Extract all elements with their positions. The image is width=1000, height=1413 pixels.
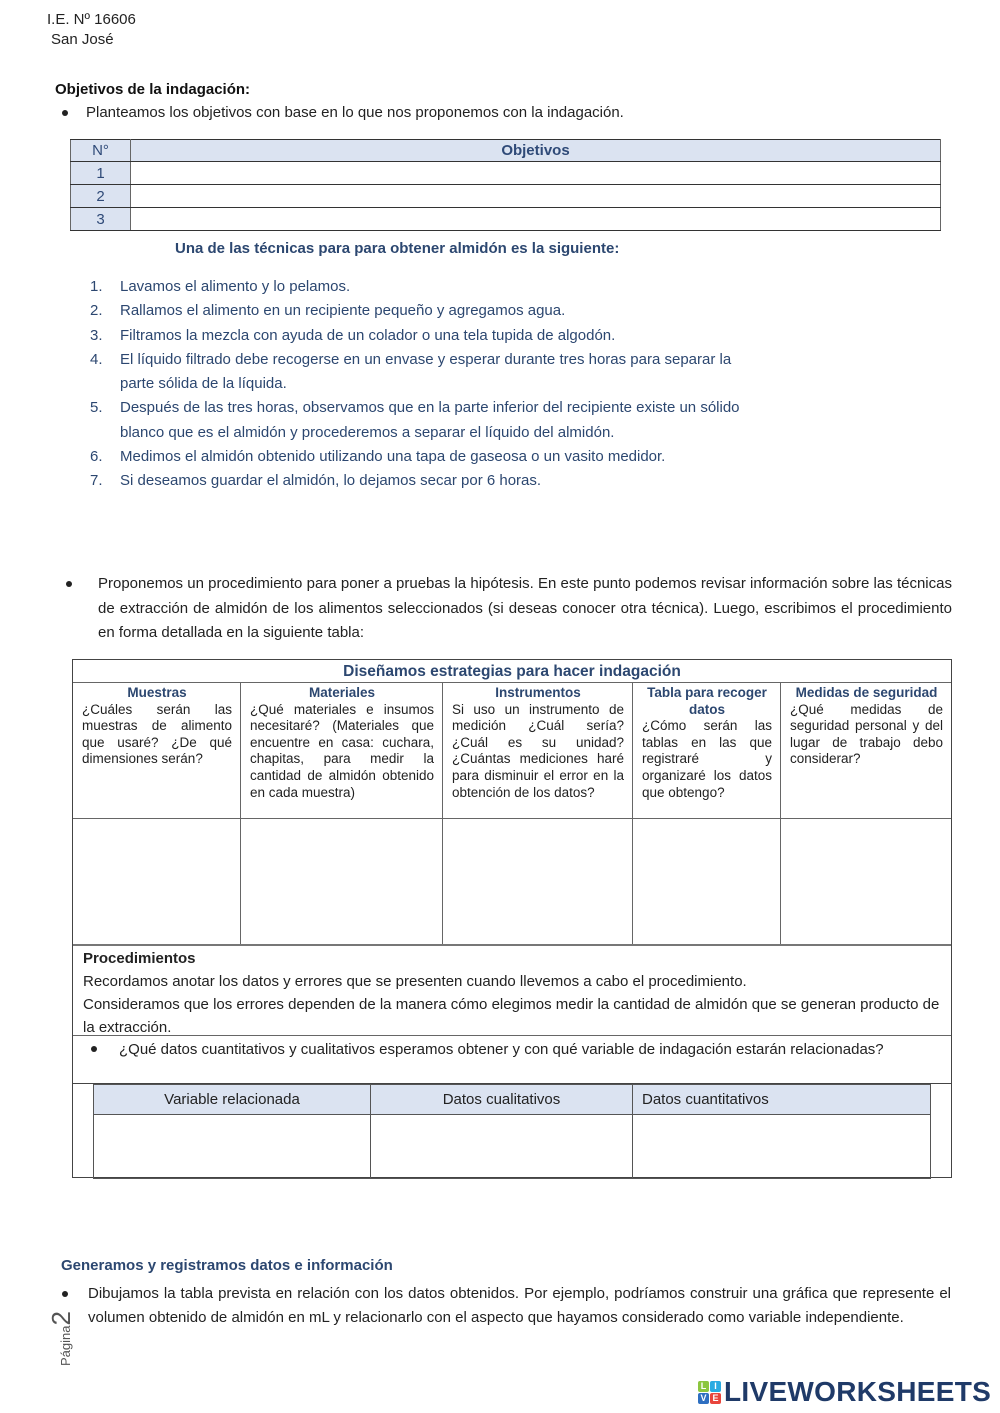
objectives-title: Objetivos de la indagación: [55,81,251,98]
answer-materiales[interactable] [241,819,442,945]
step-number: 7. [90,472,103,490]
technique-title: Una de las técnicas para para obtener almidón es la siguiente: [175,240,620,257]
objectives-table [70,139,941,231]
answer-instrumentos[interactable] [443,819,632,945]
header-datos-cuantitativos: Datos cuantitativos [633,1085,931,1115]
badge-letter: V [698,1393,709,1404]
step-number: 1. [90,278,103,295]
school-header [47,10,136,50]
col-num-header: N° [71,140,131,162]
variables-table [93,1084,931,1179]
objectives-bullet-text: Planteamos los objetivos con base en lo que nos proponemos con la indagación. [86,104,624,121]
step-number: 4. [90,350,103,368]
step-text: Si deseamos guardar el almidón, lo dejamos secar por 6 horas. [120,472,542,490]
column-question: ¿Qué materiales e insumos necesitaré? (Materiales que encuentre en casa: cuchara, chapitas, para medir la cantidad de almidón obtenido en cada muestra) [250,701,434,800]
input-datos-cuantitativos[interactable] [633,1115,931,1179]
column-tabla-datos [633,683,781,944]
objectives-bullet [62,104,624,121]
objective-row [71,185,941,208]
step-item [90,275,750,299]
data-question-text: ¿Qué datos cuantitativos y cualitativos esperamos obtener y con qué variable de indagación estarán relacionadas? [119,1041,884,1058]
column-question: ¿Cuáles serán las muestras de alimento que usaré? ¿De qué dimensiones serán? [82,701,232,767]
column-heading: Medidas de seguridad [795,685,938,700]
column-header [241,683,442,819]
procedures-heading: Procedimientos [83,950,196,967]
objective-row-num: 2 [71,185,131,208]
step-item [90,396,750,445]
objective-row-num: 1 [71,162,131,185]
objective-row [71,208,941,231]
strategy-table-title: Diseñamos estrategias para hacer indagación [73,660,951,683]
col-objectives-header: Objetivos [131,140,941,162]
step-number: 3. [90,326,103,344]
generate-title: Generamos y registramos datos e información [61,1257,393,1274]
column-header [633,683,780,819]
liveworksheets-logo [698,1377,991,1407]
input-variable-relacionada[interactable] [94,1115,371,1179]
page-number-label [10,1290,76,1370]
objective-input-3[interactable] [131,208,941,231]
school-name: San José [51,31,114,48]
column-question: ¿Qué medidas de seguridad personal y del lugar de trabajo debo considerar? [790,701,943,767]
procedure-intro [62,572,952,646]
objective-input-2[interactable] [131,185,941,208]
column-header [73,683,240,819]
badge-letter: L [698,1381,709,1392]
school-id: I.E. Nº 16606 [47,11,136,28]
objectives-table-header [71,140,941,162]
input-datos-cualitativos[interactable] [371,1115,633,1179]
generate-bullet [58,1282,951,1330]
header-variable-relacionada: Variable relacionada [94,1085,371,1115]
step-number: 6. [90,448,103,466]
strategy-table [72,659,952,1178]
column-heading: Muestras [127,685,187,700]
step-text: Filtramos la mezcla con ayuda de un colador o una tela tupida de algodón. [120,326,616,344]
column-heading: Instrumentos [495,685,581,700]
badge-letter: E [710,1393,721,1404]
objective-input-1[interactable] [131,162,941,185]
step-text: Después de las tres horas, observamos que en la parte inferior del recipiente existe un sólido blanco que es el almidón y procederemos a separar el líquido del almidón. [120,399,740,441]
objective-row-num: 3 [71,208,131,231]
column-heading: Materiales [308,685,376,700]
variables-table-header [94,1085,931,1115]
technique-steps [90,275,750,494]
column-question: Si uso un instrumento de medición ¿Cuál sería? ¿Cuál es su unidad? ¿Cuántas mediciones haré para disminuir el error en la obtención de los datos? [452,701,624,800]
column-header [781,683,951,819]
step-text: El líquido filtrado debe recogerse en un envase y esperar durante tres horas para separar la parte sólida de la líquida. [120,350,732,393]
procedures-line-1: Recordamos anotar los datos y errores que se presenten cuando llevemos a cabo el procedimiento. [83,973,747,990]
column-question: ¿Cómo serán las tablas en las que registraré y organizaré los datos que obtengo? [642,718,772,800]
answer-tabla-datos[interactable] [633,819,780,945]
page-number: 2 [46,1311,76,1326]
bullet-icon [66,581,72,587]
bullet-icon [62,110,68,116]
generate-bullet-text: Dibujamos la tabla prevista en relación con los datos obtenidos. Por ejemplo, podríamos construir una gráfica que represente el volumen obtenido de almidón en mL y relacionarlo con el aspecto que hayamos considerado como variable independiente. [88,1285,951,1326]
step-text: Rallamos el alimento en un recipiente pequeño y agregamos agua. [120,302,566,320]
variables-table-row [94,1115,931,1179]
answer-muestras[interactable] [73,819,240,945]
step-item [90,445,750,469]
objective-row [71,162,941,185]
step-number: 2. [90,302,103,320]
bullet-icon [91,1046,97,1052]
procedures-section [73,946,951,1036]
procedures-line-2: Consideramos que los errores dependen de la manera cómo elegimos medir la cantidad de almidón que se generan producto de la extracción. [83,996,940,1036]
step-item [90,348,750,397]
step-item [90,324,750,348]
badge-letter: I [710,1381,721,1392]
live-badge-icon [698,1381,721,1404]
answer-medidas-seguridad[interactable] [781,819,951,945]
brand-name: LIVEWORKSHEETS [724,1376,992,1407]
procedure-intro-text: Proponemos un procedimiento para poner a pruebas la hipótesis. En este punto podemos revisar información sobre las técnicas de extracción de almidón de los alimentos seleccionados (si deseas conocer otra técnica). Luego, escribimos el procedimiento en forma detallada en la siguiente tabla: [98,575,952,641]
column-header [443,683,632,819]
column-materiales [241,683,443,944]
step-item [90,469,750,493]
step-text: Lavamos el alimento y lo pelamos. [120,278,351,295]
column-instrumentos [443,683,633,944]
step-item [90,299,750,323]
step-number: 5. [90,399,103,417]
column-medidas-seguridad [781,683,951,944]
step-text: Medimos el almidón obtenido utilizando una tapa de gaseosa o un vasito medidor. [120,448,666,466]
bullet-icon [62,1291,68,1297]
column-muestras [73,683,241,944]
strategy-columns [73,683,951,946]
page-word: Página [58,1325,73,1366]
header-datos-cualitativos: Datos cualitativos [371,1085,633,1115]
data-question [73,1036,951,1084]
column-heading: Tabla para recoger datos [647,685,767,717]
